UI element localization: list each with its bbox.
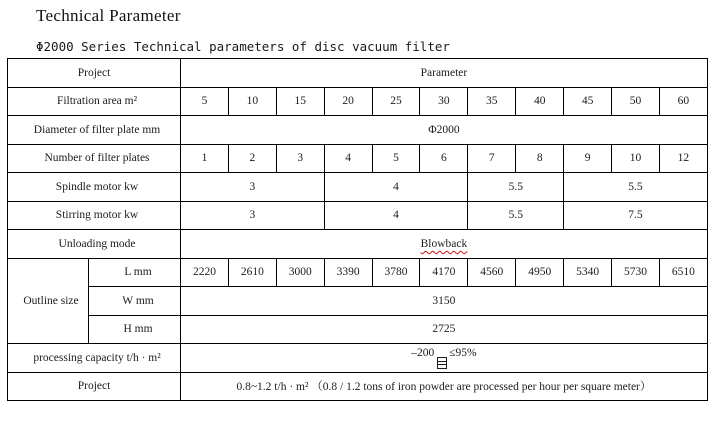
outline-size-h-row [8,315,708,344]
footer-project-row [8,372,708,401]
filter-plates-value: 10 [612,144,660,173]
outline-l-value: 4950 [516,258,564,287]
spindle-motor-value: 3 [181,173,325,202]
footer-project-value: 0.8~1.2 t/h · m² （0.8 / 1.2 tons of iron powder are processed per hour per square meter） [181,372,708,401]
filter-plates-value: 8 [516,144,564,173]
filtration-area-value: 35 [468,87,516,116]
stirring-motor-value: 3 [181,201,325,230]
header-project-cell: Project [8,59,181,88]
technical-parameter-table [7,58,708,401]
filter-plates-value: 12 [659,144,707,173]
page-title: Technical Parameter [36,6,181,25]
spindle-motor-label: Spindle motor kw [8,173,181,202]
filtration-area-value: 25 [372,87,420,116]
outline-l-label: L mm [89,258,181,287]
unloading-mode-value [181,230,708,259]
diameter-label: Diameter of filter plate mm [8,116,181,145]
header-row [8,59,708,88]
outline-l-value: 4170 [420,258,468,287]
outline-l-value: 6510 [659,258,707,287]
filter-plates-label: Number of filter plates [8,144,181,173]
stirring-motor-row [8,201,708,230]
stirring-motor-label: Stirring motor kw [8,201,181,230]
filtration-area-value: 20 [324,87,372,116]
processing-capacity-value [181,344,708,373]
capacity-prefix: –200 [411,346,435,359]
outline-h-label: H mm [89,315,181,344]
stirring-motor-value: 5.5 [468,201,564,230]
filtration-area-value: 30 [420,87,468,116]
filtration-area-value: 15 [276,87,324,116]
outline-l-value: 4560 [468,258,516,287]
filter-plates-value: 9 [564,144,612,173]
filter-plates-value: 3 [276,144,324,173]
outline-size-w-row [8,287,708,316]
outline-size-l-row [8,258,708,287]
filter-plates-value: 7 [468,144,516,173]
outline-l-value: 2220 [181,258,229,287]
outline-l-value: 3390 [324,258,372,287]
header-parameter-cell: Parameter [181,59,708,88]
outline-w-value: 3150 [181,287,708,316]
filter-plates-row [8,144,708,173]
outline-w-label: W mm [89,287,181,316]
page-subtitle: Φ2000 Series Technical parameters of disc vacuum filter [36,39,450,54]
spindle-motor-row [8,173,708,202]
processing-capacity-row [8,344,708,373]
filtration-area-value: 45 [564,87,612,116]
spindle-motor-value: 5.5 [564,173,708,202]
outline-h-value: 2725 [181,315,708,344]
outline-size-label: Outline size [8,258,89,344]
mesh-character-glyph [437,357,447,369]
outline-l-value: 5340 [564,258,612,287]
filtration-area-row [8,87,708,116]
filter-plates-value: 4 [324,144,372,173]
outline-l-value: 5730 [612,258,660,287]
stirring-motor-value: 7.5 [564,201,708,230]
filtration-area-value: 40 [516,87,564,116]
unloading-mode-label: Unloading mode [8,230,181,259]
outline-l-value: 3000 [276,258,324,287]
filtration-area-label: Filtration area m² [8,87,181,116]
filter-plates-value: 6 [420,144,468,173]
spindle-motor-value: 4 [324,173,468,202]
capacity-suffix: ≤95% [449,346,477,359]
outline-l-value: 3780 [372,258,420,287]
footer-project-label: Project [8,372,181,401]
filtration-area-value: 10 [228,87,276,116]
filtration-area-value: 5 [181,87,229,116]
stirring-motor-value: 4 [324,201,468,230]
filtration-area-value: 60 [659,87,707,116]
filter-plates-value: 1 [181,144,229,173]
diameter-value: Φ2000 [181,116,708,145]
processing-capacity-label: processing capacity t/h · m² [8,344,181,373]
outline-l-value: 2610 [228,258,276,287]
filter-plates-value: 5 [372,144,420,173]
blowback-misspelled-text: Blowback [420,237,468,250]
filtration-area-value: 50 [612,87,660,116]
filter-plates-value: 2 [228,144,276,173]
unloading-mode-row [8,230,708,259]
spindle-motor-value: 5.5 [468,173,564,202]
diameter-row [8,116,708,145]
